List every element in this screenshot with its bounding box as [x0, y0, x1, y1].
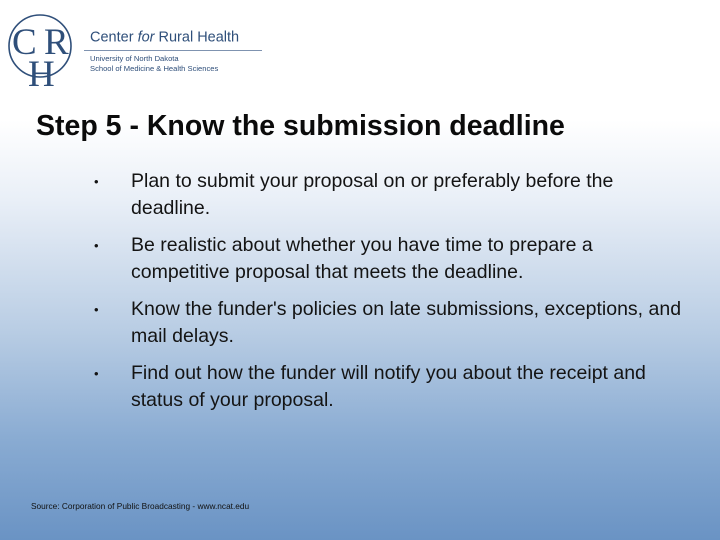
- bullet-item: [94, 168, 684, 222]
- bullet-item: [94, 360, 684, 414]
- logo-organization-name: Center for Rural Health: [90, 29, 240, 46]
- bullet-marker: •: [94, 174, 99, 189]
- bullet-marker: •: [94, 302, 99, 317]
- crh-logo-mark: [6, 4, 86, 88]
- bullet-marker: •: [94, 238, 99, 253]
- svg-text:H: H: [28, 54, 55, 88]
- center-for-rural-health-logo: [6, 4, 276, 88]
- slide-title: Step 5 - Know the submission deadline: [36, 110, 565, 142]
- svg-text:C: C: [12, 22, 37, 63]
- bullet-item: [94, 232, 684, 286]
- bullet-text: Plan to submit your proposal on or preferably before the deadline.: [131, 170, 614, 219]
- logo-university-line: University of North Dakota: [90, 54, 179, 63]
- bullet-item: [94, 296, 684, 350]
- bullet-marker: •: [94, 366, 99, 381]
- logo-school-line: School of Medicine & Health Sciences: [90, 64, 219, 73]
- logo-divider: [84, 50, 262, 51]
- source-citation: Source: Corporation of Public Broadcasting - www.ncat.edu: [31, 501, 250, 511]
- bullet-text: Be realistic about whether you have time to prepare a competitive proposal that meets the deadline.: [131, 234, 593, 283]
- bullet-list: [94, 168, 684, 424]
- svg-text:R: R: [44, 22, 69, 63]
- bullet-text: Know the funder's policies on late submissions, exceptions, and mail delays.: [131, 298, 682, 347]
- bullet-text: Find out how the funder will notify you about the receipt and status of your proposal.: [131, 362, 646, 411]
